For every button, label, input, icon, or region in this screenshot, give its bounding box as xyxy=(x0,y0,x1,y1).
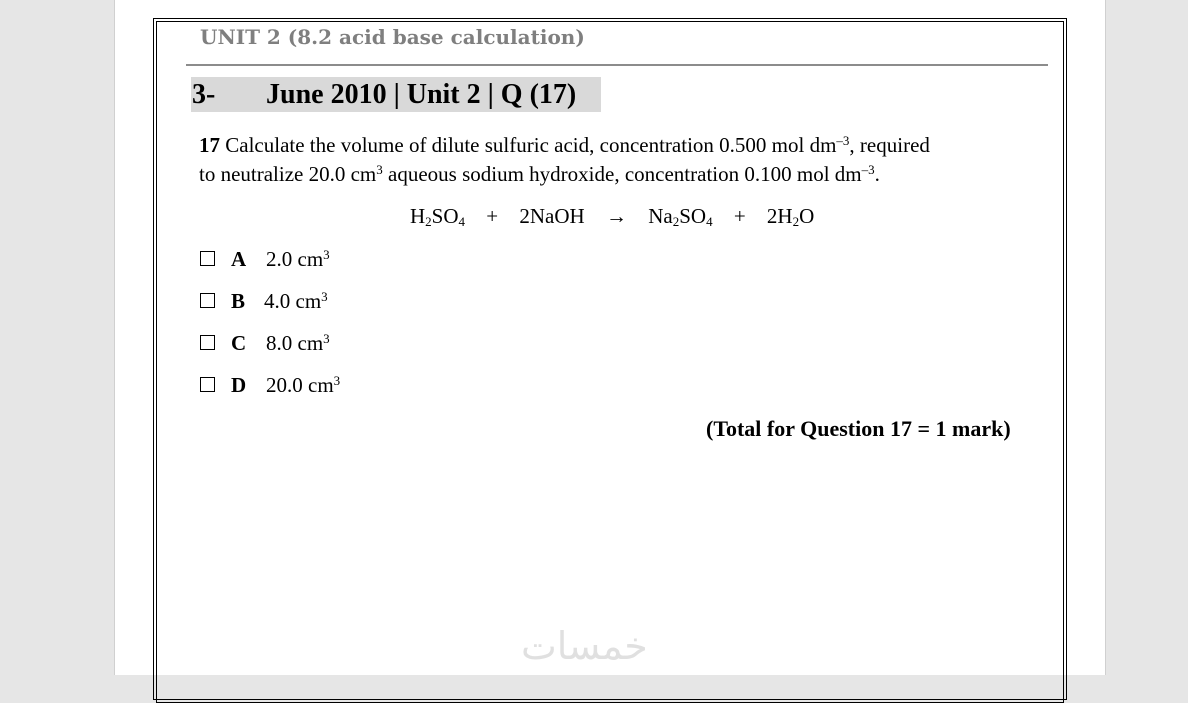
question-text xyxy=(199,131,1039,189)
question-heading-title: June 2010 | Unit 2 | Q (17) xyxy=(266,79,577,110)
option-c-value: 8.0 $cm^3$ xyxy=(266,331,330,355)
option-b-letter: B xyxy=(231,289,246,313)
option-a-value: 2.0 $cm^3$ xyxy=(266,247,330,271)
product-2: $2H_2O$ xyxy=(766,204,815,229)
option-a-letter: A xyxy=(231,247,247,271)
option-c-checkbox[interactable] xyxy=(200,335,215,350)
option-b-checkbox[interactable] xyxy=(200,293,215,308)
option-a-checkbox[interactable] xyxy=(200,251,215,266)
unit-header-title: UNIT 2 (8.2 acid base calculation) xyxy=(200,25,585,49)
reaction-arrow-icon: → xyxy=(605,204,627,228)
question-heading xyxy=(191,77,601,112)
header-divider xyxy=(186,64,1048,66)
option-d-letter: D xyxy=(231,373,247,397)
watermark-logo: خمسات xyxy=(521,624,648,668)
option-b-value: 4.0 $cm^3$ xyxy=(264,289,328,313)
question-line1-sup: –3 xyxy=(836,133,850,148)
question-line2-sup2: –3 xyxy=(861,162,875,177)
page-border-inner xyxy=(156,21,1064,703)
question-heading-number: 3- xyxy=(192,79,216,110)
option-d-value: 20.0 $cm^3$ xyxy=(266,373,341,397)
question-line2-b: aqueous sodium hydroxide, concentration 0.100 mol dm xyxy=(382,162,862,186)
option-d-checkbox[interactable] xyxy=(200,377,215,392)
chemical-equation xyxy=(410,204,814,229)
question-line2-a: to neutralize 20.0 cm xyxy=(199,162,377,186)
question-number: 17 xyxy=(199,133,220,157)
option-c-letter: C xyxy=(231,331,247,355)
total-marks: (Total for Question 17 = 1 mark) xyxy=(706,416,1011,441)
question-line1-text: Calculate the volume of dilute sulfuric acid, concentration 0.500 mol dm xyxy=(220,133,837,157)
question-line1-end: , required xyxy=(849,133,930,157)
plus-sign-1: + xyxy=(486,204,499,228)
reactant-1: $H_2SO_4$ xyxy=(410,204,466,229)
question-line2-sup1: 3 xyxy=(376,162,383,177)
product-1: $Na_2SO_4$ xyxy=(648,204,713,229)
reactant-2: 2NaOH xyxy=(519,204,585,228)
question-line2-end: . xyxy=(874,162,880,186)
plus-sign-2: + xyxy=(733,204,746,228)
